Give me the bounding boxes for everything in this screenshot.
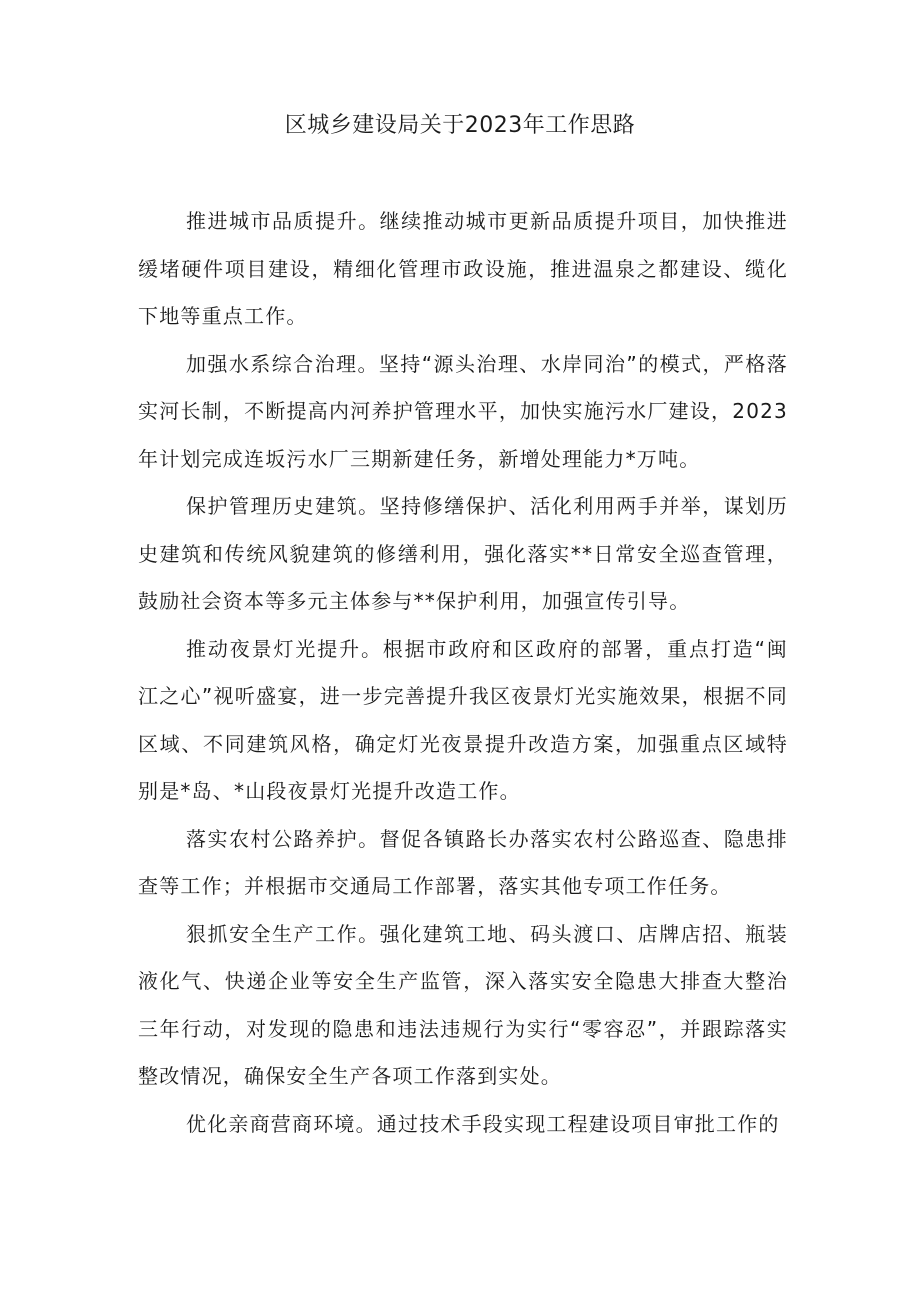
paragraph-business-environment: 优化亲商营商环境。通过技术手段实现工程建设项目审批工作的 — [186, 1111, 780, 1136]
paragraph-night-lighting: 推动夜景灯光提升。根据市政府和区政府的部署，重点打造“闽江之心”视听盛宴，进一步完善提升我区夜景灯光实施效果，根据不同区域、不同建筑风格，确定灯光夜景提升改造方案，加强重点区域特别是*岛、*山段夜景灯光提升改造工作。 — [138, 636, 788, 803]
paragraph-water-governance: 加强水系综合治理。坚持“源头治理、水岸同治”的模式，严格落实河长制，不断提高内河养护管理水平，加快实施污水厂建设，2023年计划完成连坂污水厂三期新建任务，新增处理能力*万吨。 — [138, 351, 788, 471]
paragraph-rural-roads: 落实农村公路养护。督促各镇路长办落实农村公路巡查、隐患排查等工作；并根据市交通局工作部署，落实其他专项工作任务。 — [138, 826, 788, 898]
document-body — [138, 198, 788, 1148]
document-title: 区城乡建设局关于2023年工作思路 — [284, 113, 636, 138]
paragraph-urban-quality: 推进城市品质提升。继续推动城市更新品质提升项目，加快推进缓堵硬件项目建设，精细化管理市政设施，推进温泉之都建设、缆化下地等重点工作。 — [138, 209, 788, 328]
paragraph-historic-buildings: 保护管理历史建筑。坚持修缮保护、活化利用两手并举，谋划历史建筑和传统风貌建筑的修缮利用，强化落实**日常安全巡查管理，鼓励社会资本等多元主体参与**保护利用，加强宣传引导。 — [138, 494, 788, 613]
paragraph-work-safety: 狠抓安全生产工作。强化建筑工地、码头渡口、店牌店招、瓶装液化气、快递企业等安全生产监管，深入落实安全隐患大排查大整治三年行动，对发现的隐患和违法违规行为实行“零容忍”，并跟踪落实整改情况，确保安全生产各项工作落到实处。 — [138, 921, 788, 1088]
